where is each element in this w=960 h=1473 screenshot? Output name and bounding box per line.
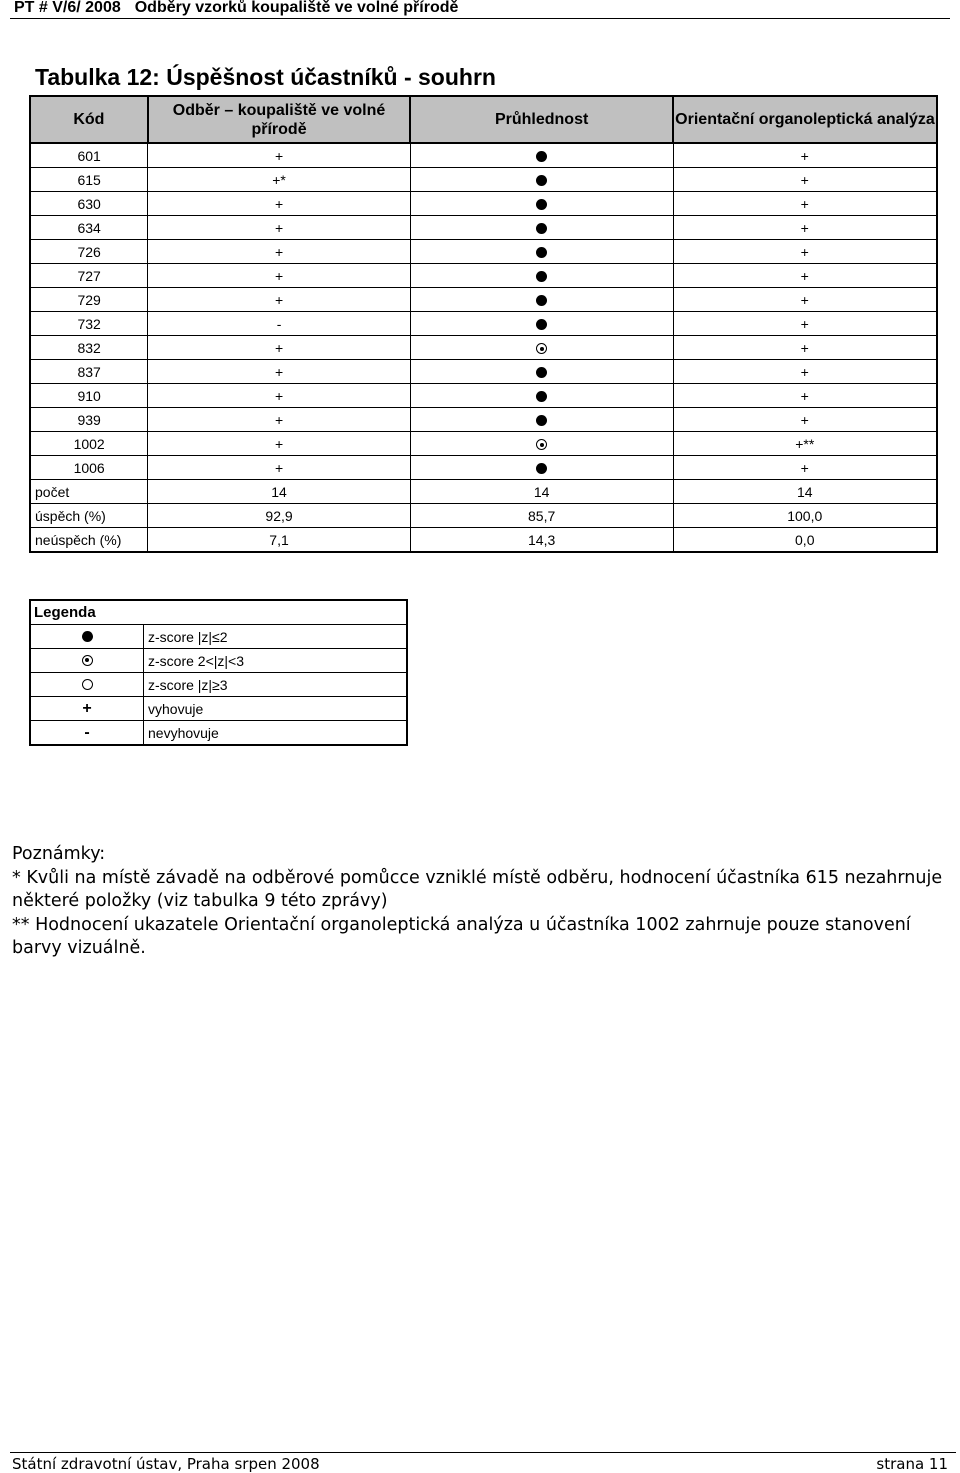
cell-code: 634: [30, 216, 148, 240]
cell-analyza: +: [673, 240, 937, 264]
summary-label: neúspěch (%): [30, 528, 148, 553]
legend-symbol: -: [30, 721, 144, 746]
footer-rule: [10, 1452, 956, 1453]
cell-odber: +: [148, 456, 411, 480]
footer-page-number: strana 11: [876, 1455, 948, 1473]
table-title: Tabulka 12: Úspěšnost účastníků - souhrn: [35, 64, 496, 90]
cell-code: 630: [30, 192, 148, 216]
cell-odber: +: [148, 336, 411, 360]
table-row: [30, 192, 937, 216]
summary-analyza: 0,0: [673, 528, 937, 553]
cell-odber: -: [148, 312, 411, 336]
filled-circle-icon: [536, 391, 547, 402]
legend-header-row: [30, 600, 407, 625]
cell-code: 910: [30, 384, 148, 408]
cell-code: 837: [30, 360, 148, 384]
table-row: [30, 168, 937, 192]
table-row: [30, 384, 937, 408]
cell-pruhlednost: [410, 456, 673, 480]
notes-section: [12, 843, 952, 961]
summary-odber: 14: [148, 480, 411, 504]
cell-odber: +: [148, 192, 411, 216]
cell-analyza: +: [673, 312, 937, 336]
cell-pruhlednost: [410, 312, 673, 336]
cell-code: 727: [30, 264, 148, 288]
filled-circle-icon: [536, 199, 547, 210]
table-row: [30, 240, 937, 264]
filled-circle-icon: [536, 367, 547, 378]
legend-row: [30, 673, 407, 697]
cell-code: 939: [30, 408, 148, 432]
cell-pruhlednost: [410, 216, 673, 240]
column-header-pruhlednost: Průhlednost: [410, 96, 673, 143]
cell-pruhlednost: [410, 264, 673, 288]
summary-row: [30, 528, 937, 553]
notes-heading: Poznámky:: [12, 844, 106, 864]
cell-pruhlednost: [410, 360, 673, 384]
dotted-circle-icon: [536, 439, 547, 450]
filled-circle-icon: [536, 223, 547, 234]
table-header-row: [30, 96, 937, 143]
table-row: [30, 264, 937, 288]
cell-analyza: +: [673, 456, 937, 480]
summary-label: úspěch (%): [30, 504, 148, 528]
cell-analyza: +: [673, 408, 937, 432]
cell-analyza: +: [673, 360, 937, 384]
page-header: [10, 0, 950, 19]
cell-odber: +: [148, 143, 411, 168]
cell-analyza: +: [673, 288, 937, 312]
cell-code: 832: [30, 336, 148, 360]
cell-odber: +: [148, 216, 411, 240]
filled-circle-icon: [536, 319, 547, 330]
summary-analyza: 14: [673, 480, 937, 504]
cell-analyza: +: [673, 264, 937, 288]
cell-odber: +: [148, 384, 411, 408]
legend-row: [30, 649, 407, 673]
legend-description: z-score |z|≤2: [144, 625, 408, 649]
note-1: * Kvůli na místě závadě na odběrové pomůcce vzniklé místě odběru, hodnocení účastníka 615 nezahrnuje některé položky (viz tabulka 9 této zprávy): [12, 867, 943, 911]
cell-analyza: +**: [673, 432, 937, 456]
filled-circle-icon: [536, 463, 547, 474]
table-row: [30, 288, 937, 312]
cell-analyza: +: [673, 168, 937, 192]
summary-odber: 7,1: [148, 528, 411, 553]
table-row: [30, 336, 937, 360]
summary-pruhlednost: 85,7: [410, 504, 673, 528]
summary-label: počet: [30, 480, 148, 504]
table-row: [30, 432, 937, 456]
summary-analyza: 100,0: [673, 504, 937, 528]
legend-symbol: [30, 625, 144, 649]
cell-code: 601: [30, 143, 148, 168]
cell-pruhlednost: [410, 432, 673, 456]
cell-code: 1006: [30, 456, 148, 480]
table-row: [30, 360, 937, 384]
cell-pruhlednost: [410, 192, 673, 216]
summary-pruhlednost: 14: [410, 480, 673, 504]
results-table: [29, 95, 938, 553]
cell-pruhlednost: [410, 336, 673, 360]
cell-pruhlednost: [410, 143, 673, 168]
cell-code: 732: [30, 312, 148, 336]
cell-code: 1002: [30, 432, 148, 456]
cell-pruhlednost: [410, 168, 673, 192]
page-header-text: [14, 0, 458, 17]
cell-odber: +: [148, 288, 411, 312]
legend-symbol: [30, 673, 144, 697]
legend-symbol: +: [30, 697, 144, 721]
empty-circle-icon: [82, 679, 93, 690]
cell-pruhlednost: [410, 384, 673, 408]
cell-analyza: +: [673, 143, 937, 168]
summary-row: [30, 504, 937, 528]
cell-code: 726: [30, 240, 148, 264]
table-row: [30, 456, 937, 480]
table-row: [30, 143, 937, 168]
note-2: ** Hodnocení ukazatele Orientační organoleptická analýza u účastníka 1002 zahrnuje pouze stanovení barvy vizuálně.: [12, 914, 911, 958]
column-header-kod: Kód: [30, 96, 148, 143]
filled-circle-icon: [536, 247, 547, 258]
legend-description: vyhovuje: [144, 697, 408, 721]
legend-description: nevyhovuje: [144, 721, 408, 746]
summary-pruhlednost: 14,3: [410, 528, 673, 553]
cell-pruhlednost: [410, 288, 673, 312]
table-row: [30, 216, 937, 240]
filled-circle-icon: [536, 295, 547, 306]
cell-odber: +*: [148, 168, 411, 192]
column-header-odber: Odběr – koupaliště ve volné přírodě: [148, 96, 411, 143]
cell-odber: +: [148, 240, 411, 264]
cell-analyza: +: [673, 336, 937, 360]
legend-description: z-score 2<|z|<3: [144, 649, 408, 673]
column-header-analyza: Orientační organoleptická analýza: [673, 96, 937, 143]
footer-institution: Státní zdravotní ústav, Praha srpen 2008: [12, 1455, 320, 1473]
filled-circle-icon: [536, 271, 547, 282]
legend-description: z-score |z|≥3: [144, 673, 408, 697]
cell-analyza: +: [673, 192, 937, 216]
cell-analyza: +: [673, 216, 937, 240]
cell-pruhlednost: [410, 408, 673, 432]
dotted-circle-icon: [82, 655, 93, 666]
filled-circle-icon: [82, 631, 93, 642]
cell-analyza: +: [673, 384, 937, 408]
cell-pruhlednost: [410, 240, 673, 264]
cell-code: 615: [30, 168, 148, 192]
table-row: [30, 408, 937, 432]
legend-symbol: [30, 649, 144, 673]
summary-row: [30, 480, 937, 504]
filled-circle-icon: [536, 175, 547, 186]
legend-row: [30, 625, 407, 649]
header-subject: Odběry vzorků koupaliště ve volné přírodě: [134, 0, 459, 16]
cell-odber: +: [148, 408, 411, 432]
cell-odber: +: [148, 432, 411, 456]
filled-circle-icon: [536, 151, 547, 162]
header-code: PT # V/6/ 2008: [14, 0, 121, 16]
cell-odber: +: [148, 264, 411, 288]
dotted-circle-icon: [536, 343, 547, 354]
legend-row: [30, 697, 407, 721]
legend-table: [29, 599, 408, 746]
cell-code: 729: [30, 288, 148, 312]
legend-row: [30, 721, 407, 746]
legend-title: Legenda: [30, 600, 407, 625]
filled-circle-icon: [536, 415, 547, 426]
table-row: [30, 312, 937, 336]
cell-odber: +: [148, 360, 411, 384]
summary-odber: 92,9: [148, 504, 411, 528]
